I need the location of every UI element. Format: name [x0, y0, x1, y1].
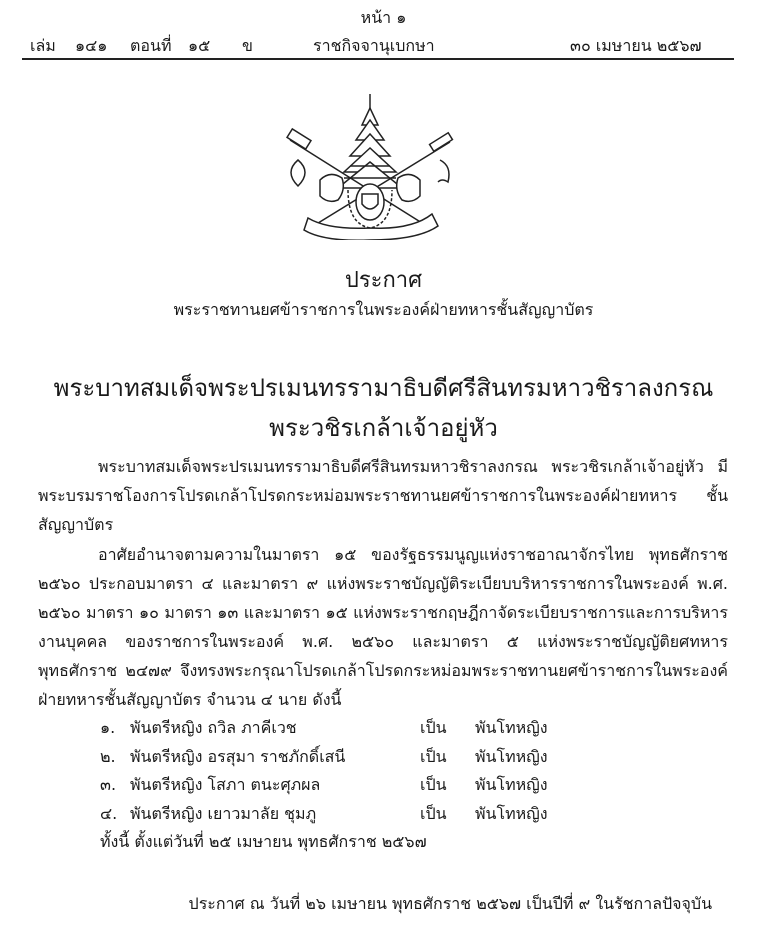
page-number: หน้า ๑ [360, 8, 407, 27]
list-item [100, 773, 600, 802]
publication-date: ๓๐ เมษายน ๒๕๖๗ [570, 36, 702, 55]
item-connector: เป็น [420, 803, 447, 823]
proclamation-date: ประกาศ ณ วันที่ ๒๖ เมษายน พุทธศักราช ๒๕๖๗ เป็นปีที่ ๙ ในรัชกาลปัจจุบัน [188, 894, 712, 913]
item-number: ๑. [100, 718, 116, 737]
section-type: ข [242, 36, 253, 55]
new-rank: พันโทหญิง [475, 718, 548, 737]
item-number: ๒. [100, 746, 116, 766]
current-rank-name: พันตรีหญิง เยาวมาลัย ชุมภู [130, 803, 317, 823]
list-item [100, 802, 600, 831]
current-rank-name: พันตรีหญิง อรสุมา ราชภักดิ์เสนี [130, 746, 346, 766]
section-label: ตอนที่ [130, 36, 172, 55]
effective-date: ทั้งนี้ ตั้งแต่วันที่ ๒๕ เมษายน พุทธศักราช ๒๕๖๗ [100, 832, 427, 851]
appointment-list [100, 716, 600, 830]
announcement-subtitle: พระราชทานยศข้าราชการในพระองค์ฝ่ายทหารชั้นสัญญาบัตร [173, 300, 594, 319]
king-name-line1: พระบาทสมเด็จพระปรเมนทรรามาธิบดีศรีสินทรมหาวชิราลงกรณ [53, 374, 714, 402]
new-rank: พันโทหญิง [475, 775, 548, 794]
item-connector: เป็น [420, 775, 447, 794]
announcement-title: ประกาศ [344, 268, 423, 293]
list-item [100, 745, 600, 774]
header-divider [22, 58, 734, 60]
item-number: ๔. [100, 803, 118, 823]
item-number: ๓. [100, 775, 117, 794]
volume-number: ๑๔๑ [75, 36, 108, 55]
publication-name: ราชกิจจานุเบกษา [313, 36, 435, 55]
new-rank: พันโทหญิง [475, 803, 548, 823]
body-paragraph-1: พระบาทสมเด็จพระปรเมนทรรามาธิบดีศรีสินทรมหาวชิราลงกรณ พระวชิรเกล้าเจ้าอยู่หัว มีพระบรมราชโองการโปรดเกล้าโปรดกระหม่อมพระราชทานยศข้าราชการในพระองค์ฝ่ายทหาร ชั้นสัญญาบัตร [38, 457, 728, 534]
current-rank-name: พันตรีหญิง ถวิล ภาคีเวช [130, 718, 297, 737]
item-connector: เป็น [420, 746, 447, 766]
list-item [100, 716, 600, 745]
current-rank-name: พันตรีหญิง โสภา ตนะศุภผล [130, 775, 321, 794]
item-connector: เป็น [420, 718, 447, 737]
body-paragraph-2: อาศัยอำนาจตามความในมาตรา ๑๕ ของรัฐธรรมนูญแห่งราชอาณาจักรไทย พุทธศักราช ๒๕๖๐ ประกอบมาตรา ๔ และมาตรา ๙ แห่งพระราชบัญญัติระเบียบบริหารราชการในพระองค์ พ.ศ. ๒๕๖๐ มาตรา ๑๐ มาตรา ๑๓ และมาตรา ๑๕ แห่งพระราชกฤษฎีกาจัดระเบียบราชการและการบริหารงานบุคคล ของราชการในพระองค์ พ.ศ. ๒๕๖๐ และมาตรา ๕ แห่งพระราชบัญญัติยศทหาร พุทธศักราช ๒๔๗๙ จึงทรงพระกรุณาโปรดเกล้าโปรดกระหม่อมพระราชทานยศข้าราชการในพระองค์ฝ่ายทหารชั้นสัญญาบัตร จำนวน ๔ นาย ดังนี้ [38, 545, 728, 709]
king-name-line2: พระวชิรเกล้าเจ้าอยู่หัว [269, 414, 498, 442]
royal-seal-emblem-icon [280, 90, 460, 240]
volume-label: เล่ม [30, 36, 56, 55]
section-number: ๑๕ [188, 36, 211, 55]
new-rank: พันโทหญิง [475, 746, 548, 766]
